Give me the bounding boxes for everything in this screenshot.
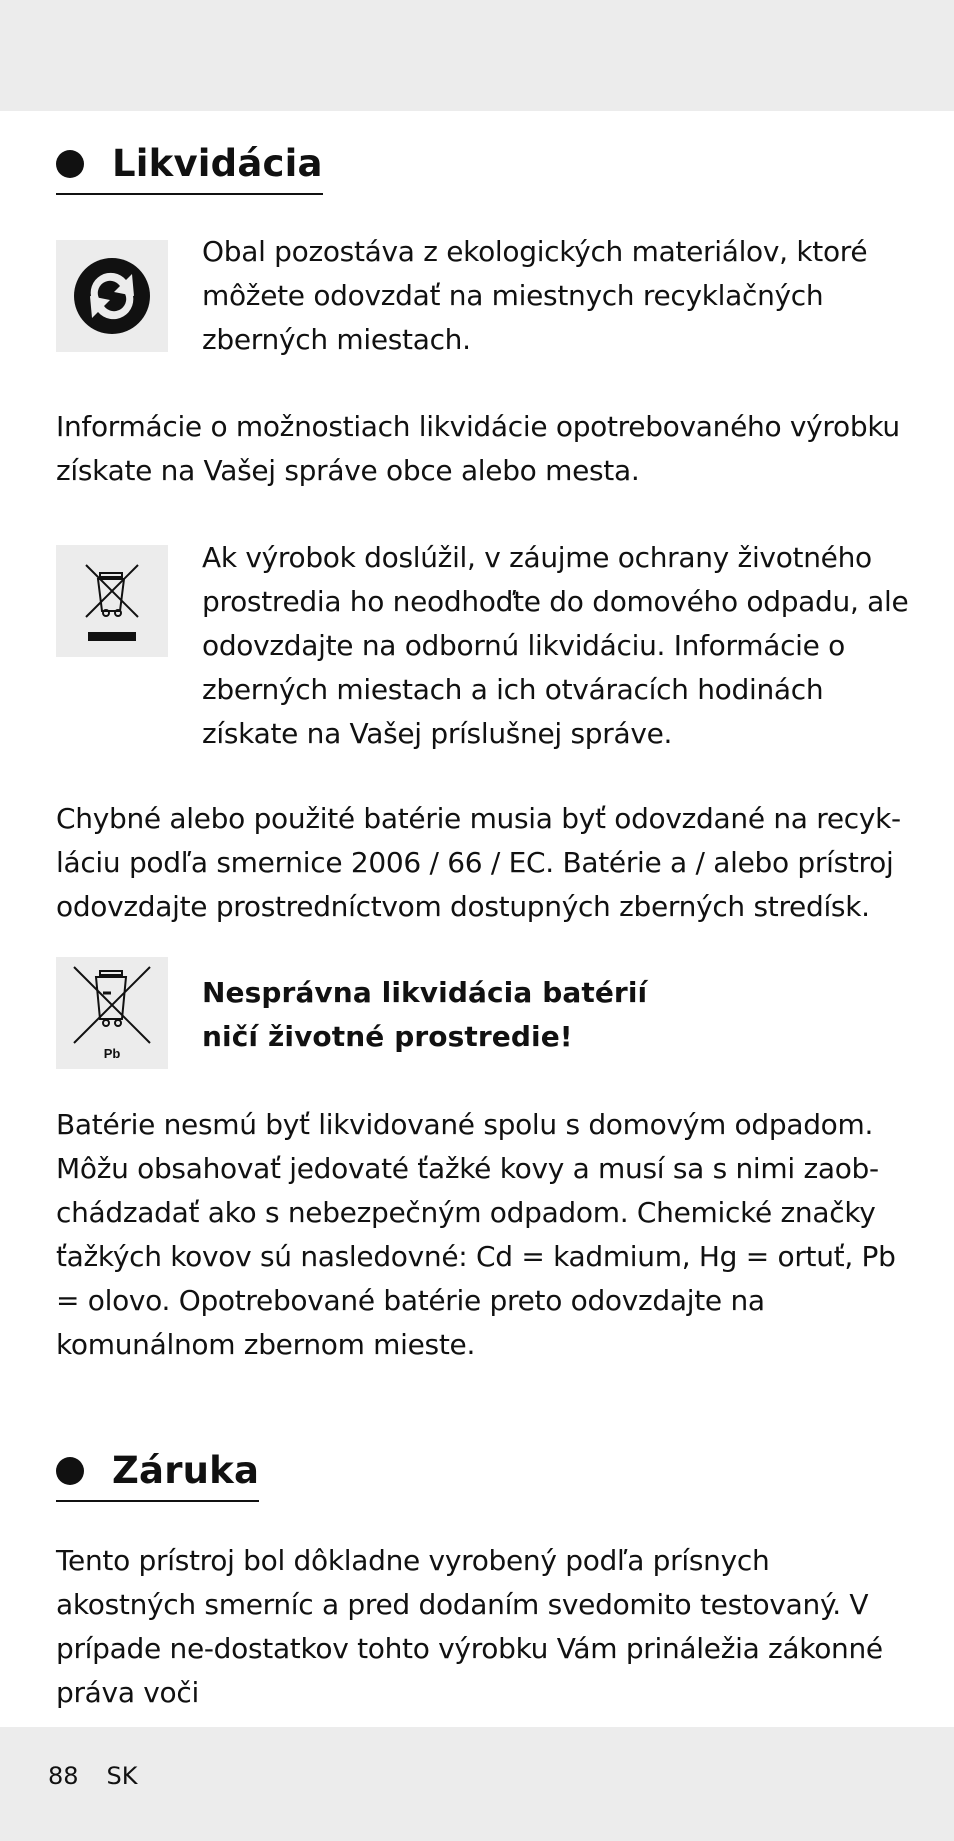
info-paragraph: Informácie o možnostiach likvidácie opotrebovaného výrobku získate na Vašej správe obce alebo mesta. (56, 410, 900, 487)
warning-line-2: ničí životné prostredie! (202, 1020, 573, 1053)
footer-band (0, 1727, 954, 1841)
battery-bin-pb-icon (56, 957, 168, 1069)
warranty-paragraph: Tento prístroj bol dôkladne vyrobený podľa prísnych akostných smerníc a pred dodaním svedomito testovaný. V prípade ne-dostatkov tohto výrobku Vám prináležia zákonné práva voči (56, 1544, 883, 1709)
bullet-icon (56, 150, 84, 178)
page-number: 88 (48, 1762, 79, 1790)
section-heading-disposal (56, 142, 323, 195)
packaging-paragraph: Obal pozostáva z ekologických materiálov, ktoré môžete odovzdať na miestnych recyklačných zberných miestach. (202, 235, 868, 356)
header-band (0, 0, 954, 111)
warning-line-1: Nesprávna likvidácia batérií (202, 976, 648, 1009)
battery-icon-label: Pb (103, 1046, 121, 1061)
page-footer (48, 1762, 138, 1790)
crossed-out-bin-icon (56, 545, 168, 657)
language-code: SK (106, 1762, 138, 1790)
section-heading-warranty (56, 1449, 259, 1502)
battery-paragraph: Batérie nesmú byť likvidované spolu s domovým odpadom. Môžu obsahovať jedovaté ťažké kovy a musí sa s nimi zaob-chádzadať ako s nebezpečným odpadom. Chemické značky ťažkých kovov sú nasledovné: Cd = kadmium, Hg = ortuť, Pb = olovo. Opotrebované batérie preto odovzdajte na komunálnom zbernom mieste. (56, 1108, 896, 1361)
section-title: Likvidácia (112, 142, 323, 185)
bullet-icon (56, 1457, 84, 1485)
weee-paragraph: Ak výrobok doslúžil, v záujme ochrany životného prostredia ho neodhoďte do domového odpadu, ale odovzdajte na odbornú likvidáciu. Informácie o zberných miestach a ich otváracích hodinách získate na Vašej príslušnej správe. (202, 541, 909, 750)
battery-directive-paragraph: Chybné alebo použité batérie musia byť odovzdané na recyk-láciu podľa smernice 2006 / 66 / EC. Batérie a / alebo prístroj odovzdajte prostredníctvom dostupných zberných stredísk. (56, 802, 901, 923)
warning-heading (202, 971, 914, 1059)
recycling-green-dot-icon (56, 240, 168, 352)
section-title: Záruka (112, 1449, 260, 1492)
